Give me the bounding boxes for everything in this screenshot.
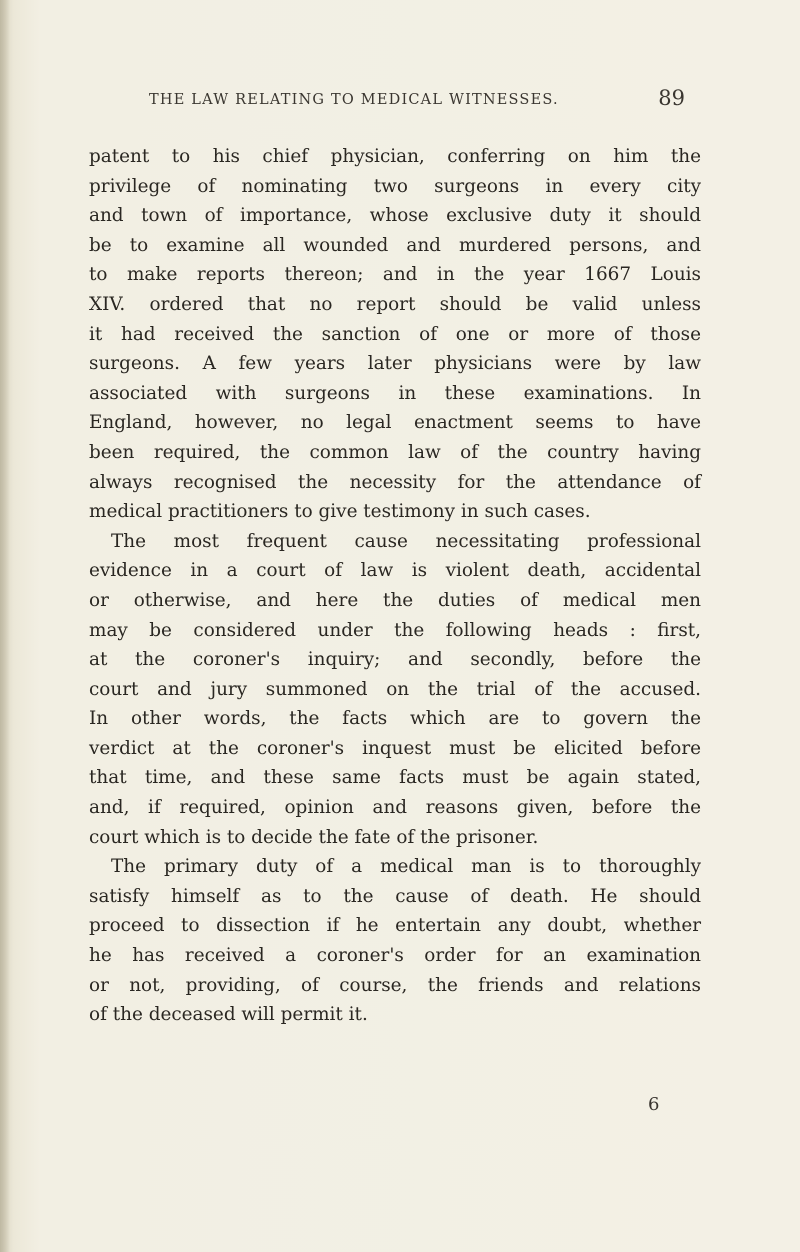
text-line: proceed to dissection if he entertain any doubt, whether: [89, 915, 701, 937]
text-line: always recognised the necessity for the attendance of: [89, 471, 701, 493]
text-line: that time, and these same facts must be again stated,: [89, 767, 701, 789]
text-line: patent to his chief physician, conferring on him the: [89, 146, 701, 167]
text-line: surgeons. A few years later physicians were by law: [89, 353, 701, 375]
text-line: England, however, no legal enactment seems to have: [89, 412, 701, 434]
paragraph-start-line: The most frequent cause necessitating professional: [111, 530, 701, 552]
text-line: been required, the common law of the country having: [89, 441, 701, 463]
text-line: or otherwise, and here the duties of medical men: [89, 589, 701, 611]
text-line: he has received a coroner's order for an examination: [89, 945, 701, 967]
text-line: may be considered under the following heads : first,: [89, 619, 701, 641]
text-line: verdict at the coroner's inquest must be elicited before: [89, 737, 701, 759]
text-line: it had received the sanction of one or more of those: [89, 323, 701, 345]
signature-mark: 6: [648, 1094, 660, 1115]
text-line: XIV. ordered that no report should be valid unless: [89, 293, 701, 315]
text-line: medical practitioners to give testimony in such cases.: [89, 501, 591, 523]
text-line: be to examine all wounded and murdered persons, and: [89, 234, 701, 256]
text-line: privilege of nominating two surgeons in every city: [89, 175, 701, 197]
text-line: In other words, the facts which are to govern the: [89, 708, 701, 730]
gutter-shadow: [0, 0, 10, 1252]
text-line: and, if required, opinion and reasons given, before the: [89, 797, 701, 819]
text-line: and town of importance, whose exclusive duty it should: [89, 205, 701, 227]
body-text: [89, 142, 701, 1030]
text-line: of the deceased will permit it.: [89, 1004, 368, 1026]
text-line: to make reports thereon; and in the year 1667 Louis: [89, 264, 701, 286]
text-line: court and jury summoned on the trial of the accused.: [89, 678, 701, 700]
running-head: [149, 88, 685, 118]
paragraph-start-line: The primary duty of a medical man is to thoroughly: [111, 856, 701, 878]
text-line: evidence in a court of law is violent death, accidental: [89, 560, 701, 582]
page-number: 89: [658, 86, 685, 110]
text-line: or not, providing, of course, the friends and relations: [89, 974, 701, 996]
text-line: associated with surgeons in these examinations. In: [89, 382, 701, 404]
running-title: THE LAW RELATING TO MEDICAL WITNESSES.: [149, 92, 559, 108]
text-line: court which is to decide the fate of the prisoner.: [89, 826, 539, 848]
text-line: satisfy himself as to the cause of death. He should: [89, 885, 701, 907]
text-line: at the coroner's inquiry; and secondly, before the: [89, 649, 701, 671]
